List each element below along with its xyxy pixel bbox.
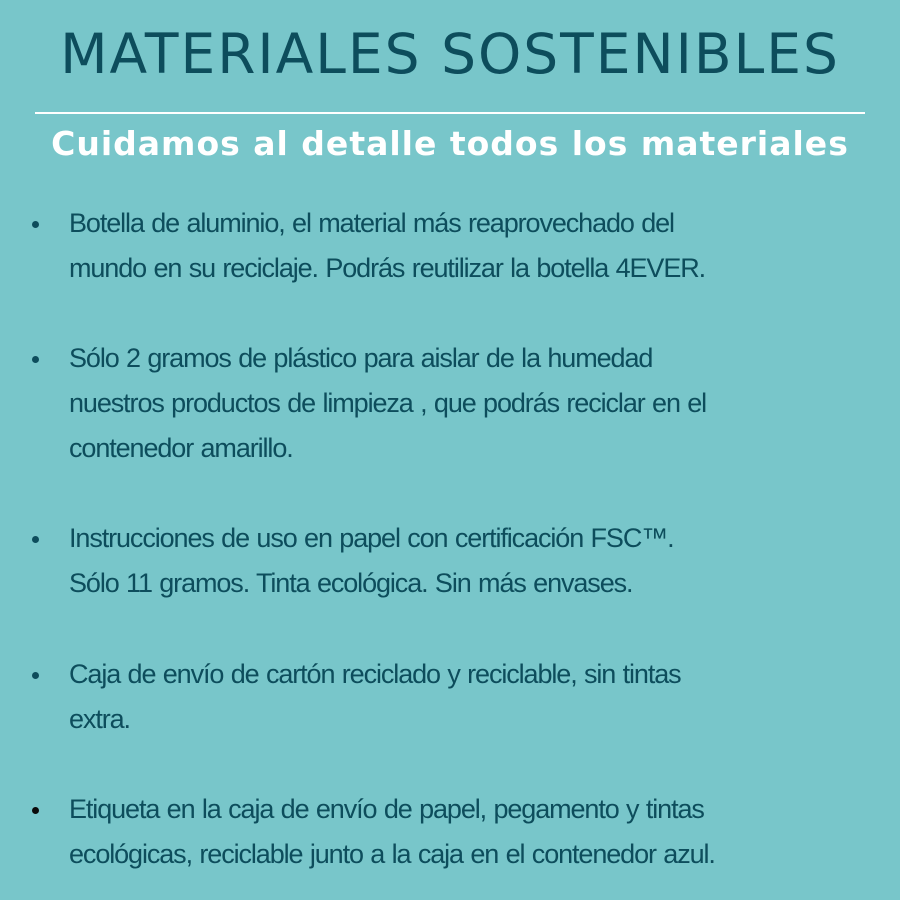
bullet-icon (32, 356, 39, 363)
list-item-line: nuestros productos de limpieza , que podrás reciclar en el (69, 388, 707, 418)
list-item-text (69, 201, 878, 291)
list-item-text (69, 787, 878, 877)
list-item-text (69, 336, 878, 471)
bullet-icon (32, 536, 39, 543)
page-title: MATERIALES SOSTENIBLES (60, 22, 840, 86)
list-item-line: ecológicas, reciclable junto a la caja en el contenedor azul. (69, 839, 715, 869)
list-item-line: Sólo 2 gramos de plástico para aislar de la humedad (69, 343, 653, 373)
list-item-label (28, 787, 878, 877)
list-item-text (69, 652, 878, 742)
list-item-line: contenedor amarillo. (69, 433, 293, 463)
list-item-line: Botella de aluminio, el material más reaprovechado del (69, 208, 674, 238)
bullet-icon (32, 672, 39, 679)
list-item-bottle (28, 201, 878, 291)
list-item-line: Instrucciones de uso en papel con certificación FSC™. (69, 523, 674, 553)
list-item-line: Etiqueta en la caja de envío de papel, pegamento y tintas (69, 794, 704, 824)
list-item-plastic (28, 336, 878, 471)
list-item-line: mundo en su reciclaje. Podrás reutilizar la botella 4EVER. (69, 253, 706, 283)
list-item-shipping-box (28, 652, 878, 742)
list-item-line: Sólo 11 gramos. Tinta ecológica. Sin más envases. (69, 568, 633, 598)
list-item-line: Caja de envío de cartón reciclado y reciclable, sin tintas (69, 659, 681, 689)
list-item-instructions (28, 516, 878, 606)
page-subtitle: Cuidamos al detalle todos los materiales (51, 124, 849, 163)
list-item-text (69, 516, 878, 606)
bullet-icon (32, 807, 39, 814)
bullet-icon (32, 221, 39, 228)
list-item-line: extra. (69, 704, 130, 734)
